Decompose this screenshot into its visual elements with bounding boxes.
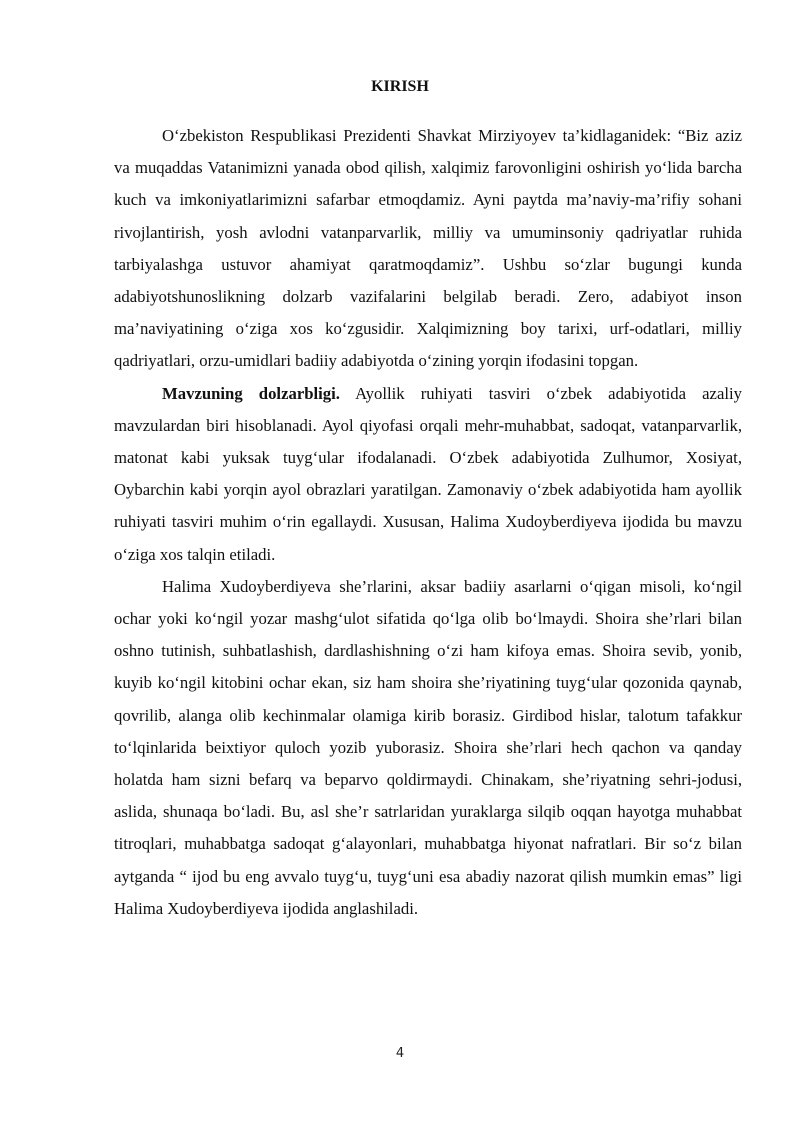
paragraph-2-text: Ayollik ruhiyati tasviri o‘zbek adabiyotida azaliy mavzulardan biri hisoblanadi. Ayol qiyofasi orqali mehr-muhabbat, sadoqat, vatanparvarlik, matonat kabi yuksak tuyg‘ular ifodalanadi. O‘zbek adabiyotida Zulhumor, Xosiyat, Oybarchin kabi yorqin ayol obrazlari yaratilgan. Zamonaviy o‘zbek adabiyotida ham ayollik ruhiyati tasviri muhim o‘rin egallaydi. Xususan, Halima Xudoyberdiyeva ijodida bu mavzu o‘ziga xos talqin etiladi. — [114, 383, 742, 564]
body-text — [114, 120, 742, 925]
paragraph-3-text: Halima Xudoyberdiyeva she’rlarini, aksar badiiy asarlarni o‘qigan misoli, ko‘ngil ochar yoki ko‘ngil yozar mashg‘ulot sifatida qo‘lga olib bo‘lmaydi. Shoira she’rlari bilan oshno tutinish, suhbatlashish, dardlashishning o‘zi ham kifoya emas. Shoira sevib, yonib, kuyib ko‘ngil kitobini ochar ekan, siz ham shoira she’riyatining tuyg‘ular qozonida qaynab, qovrilib, alanga olib kechinmalar olamiga kirib borasiz. Girdibod hislar, talotum tafakkur to‘lqinlarida beixtiyor quloch yozib yuborasiz. Shoira she’rlari hech qachon va qanday holatda ham sizni befarq va beparvo qoldirmaydi. Chinakam, she’riyatning sehri-jodusi, aslida, shunaqa bo‘ladi. Bu, asl she’r satrlaridan yuraklarga silqib oqqan hayotga muhabbat titroqlari, muhabbatga sadoqat g‘alayonlari, muhabbatga hiyonat nafratlari. Bir so‘z bilan aytganda “ ijod bu eng avvalo tuyg‘u, tuyg‘uni esa abadiy nazorat qilish mumkin emas” ligi Halima Xudoyberdiyeva ijodida anglashiladi. — [114, 576, 742, 918]
paragraph-3 — [114, 571, 742, 925]
page-number: 4 — [395, 1046, 405, 1061]
section-title: KIRISH — [371, 78, 429, 95]
paragraph-2-lead: Mavzuning dolzarbligi. — [162, 383, 340, 403]
paragraph-1 — [114, 120, 742, 378]
paragraph-2 — [114, 378, 742, 571]
paragraph-1-text: O‘zbekiston Respublikasi Prezidenti Shavkat Mirziyoyev ta’kidlaganidek: “Biz aziz va muqaddas Vatanimizni yanada obod qilish, xalqimiz farovonligini oshirish yo‘lida barcha kuch va imkoniyatlarimizni safarbar etmoqdamiz. Ayni paytda ma’naviy-ma’rifiy sohani rivojlantirish, yosh avlodni vatanparvarlik, milliy va umuminsoniy qadriyatlar ruhida tarbiyalashga ustuvor ahamiyat qaratmoqdamiz”. Ushbu so‘zlar bugungi kunda adabiyotshunoslikning dolzarb vazifalarini belgilab beradi. Zero, adabiyot inson ma’naviyatining o‘ziga xos ko‘zgusidir. Xalqimizning boy tarixi, urf-odatlari, milliy qadriyatlari, orzu-umidlari badiiy adabiyotda o‘zining yorqin ifodasini topgan. — [114, 126, 742, 371]
